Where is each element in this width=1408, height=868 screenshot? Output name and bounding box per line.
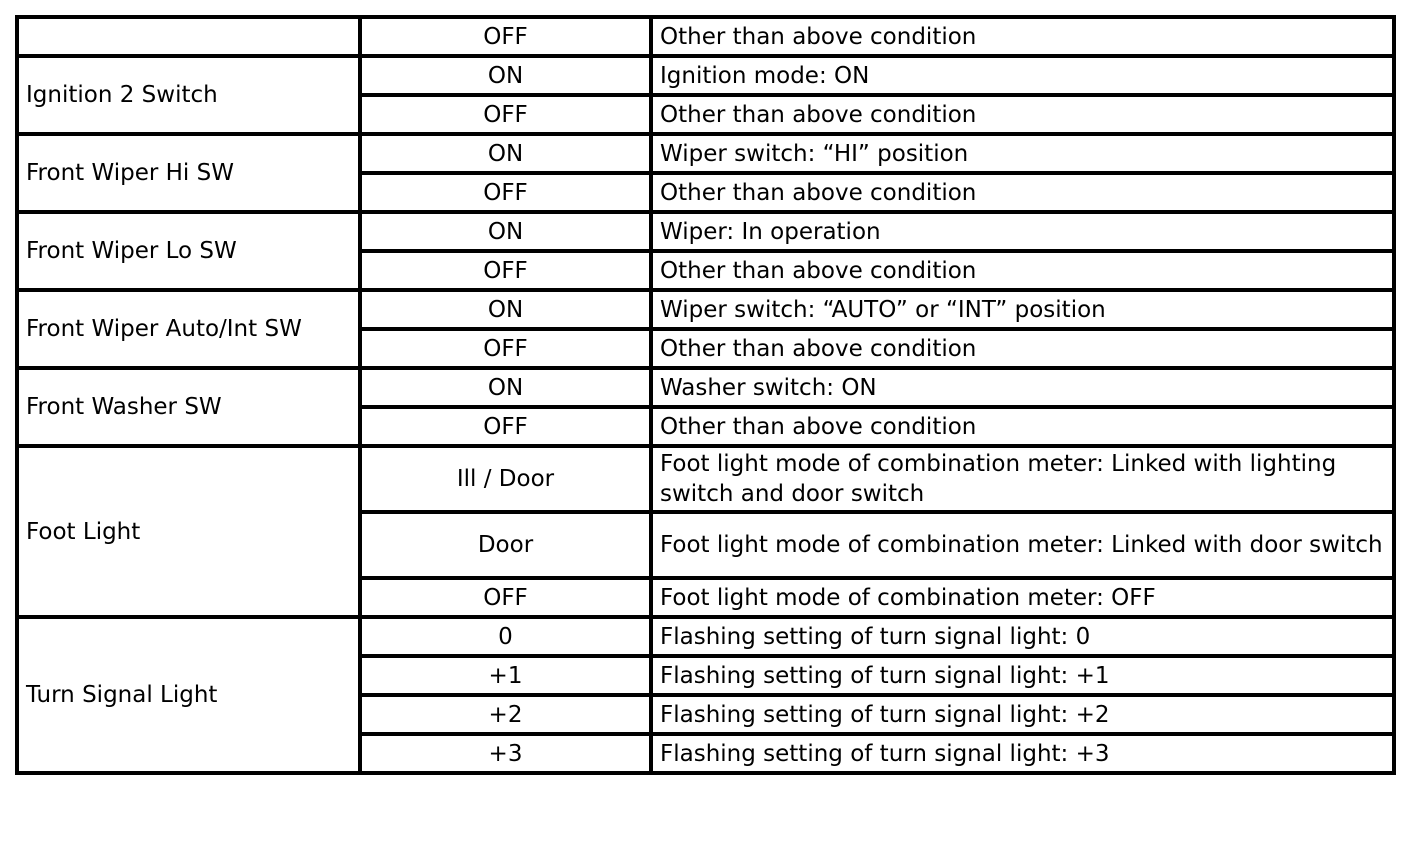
value-cell: +3 — [360, 734, 651, 773]
value-cell: OFF — [360, 578, 651, 617]
table-row — [17, 446, 1394, 512]
condition-cell: Wiper: In operation — [651, 212, 1394, 251]
condition-cell: Wiper switch: “HI” position — [651, 134, 1394, 173]
item-cell: Foot Light — [17, 446, 360, 617]
item-cell: Front Wiper Auto/Int SW — [17, 290, 360, 368]
value-cell: 0 — [360, 617, 651, 656]
condition-cell: Foot light mode of combination meter: Linked with lighting switch and door switch — [651, 446, 1394, 512]
condition-cell: Other than above condition — [651, 251, 1394, 290]
spec-table — [15, 15, 1396, 775]
condition-cell: Foot light mode of combination meter: Linked with door switch — [651, 512, 1394, 578]
value-cell: ON — [360, 212, 651, 251]
table-row — [17, 134, 1394, 173]
value-cell: ON — [360, 134, 651, 173]
value-cell: OFF — [360, 407, 651, 446]
item-cell: Front Wiper Lo SW — [17, 212, 360, 290]
condition-cell: Flashing setting of turn signal light: +2 — [651, 695, 1394, 734]
value-cell: ON — [360, 290, 651, 329]
value-cell: OFF — [360, 173, 651, 212]
condition-cell: Flashing setting of turn signal light: 0 — [651, 617, 1394, 656]
item-cell: Ignition 2 Switch — [17, 56, 360, 134]
value-cell: OFF — [360, 17, 651, 56]
value-cell: Door — [360, 512, 651, 578]
value-cell: Ill / Door — [360, 446, 651, 512]
condition-cell: Other than above condition — [651, 173, 1394, 212]
condition-cell: Other than above condition — [651, 17, 1394, 56]
condition-cell: Other than above condition — [651, 95, 1394, 134]
item-cell: Front Washer SW — [17, 368, 360, 446]
item-cell — [17, 17, 360, 56]
table-row — [17, 56, 1394, 95]
condition-cell: Other than above condition — [651, 407, 1394, 446]
table-row — [17, 290, 1394, 329]
table-row — [17, 212, 1394, 251]
value-cell: ON — [360, 56, 651, 95]
value-cell: +2 — [360, 695, 651, 734]
condition-cell: Flashing setting of turn signal light: +3 — [651, 734, 1394, 773]
condition-cell: Other than above condition — [651, 329, 1394, 368]
table-row — [17, 368, 1394, 407]
value-cell: ON — [360, 368, 651, 407]
value-cell: +1 — [360, 656, 651, 695]
condition-cell: Ignition mode: ON — [651, 56, 1394, 95]
condition-cell: Washer switch: ON — [651, 368, 1394, 407]
table-row — [17, 617, 1394, 656]
item-cell: Front Wiper Hi SW — [17, 134, 360, 212]
condition-cell: Foot light mode of combination meter: OFF — [651, 578, 1394, 617]
value-cell: OFF — [360, 329, 651, 368]
value-cell: OFF — [360, 251, 651, 290]
condition-cell: Flashing setting of turn signal light: +1 — [651, 656, 1394, 695]
condition-cell: Wiper switch: “AUTO” or “INT” position — [651, 290, 1394, 329]
value-cell: OFF — [360, 95, 651, 134]
item-cell: Turn Signal Light — [17, 617, 360, 773]
table-row — [17, 17, 1394, 56]
